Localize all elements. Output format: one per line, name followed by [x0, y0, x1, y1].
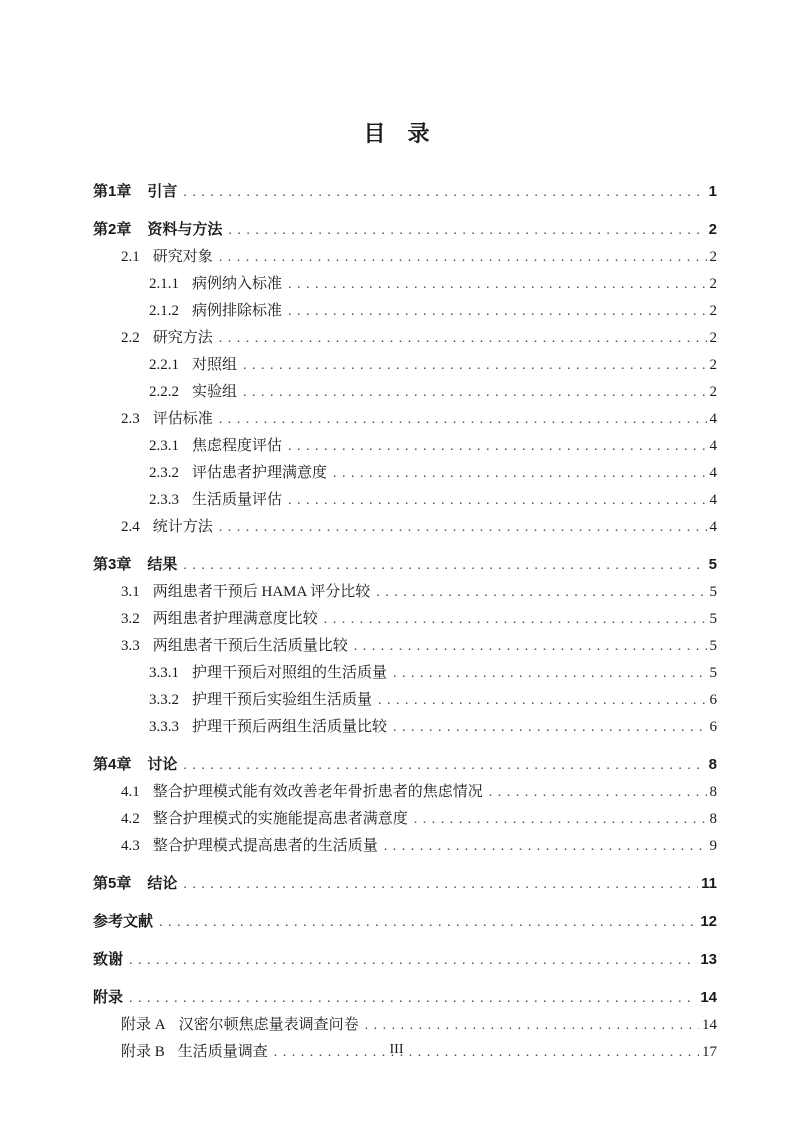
toc-entry-title: 结论 [147, 875, 178, 892]
toc-entry[interactable] [93, 551, 717, 579]
toc-entry-title: 讨论 [147, 756, 178, 773]
toc-entry[interactable] [93, 244, 717, 271]
toc-entry-page: 4 [709, 465, 717, 481]
toc-entry-title: 引言 [147, 183, 178, 200]
toc-entry-title: 研究对象 [152, 249, 213, 265]
toc-entry[interactable] [93, 984, 717, 1012]
toc-entry-title: 对照组 [192, 357, 238, 373]
toc-entry-number: 2.3 [121, 411, 140, 427]
dot-leader [393, 714, 706, 741]
toc-entry-number: 2.2.1 [149, 357, 179, 373]
dot-leader [219, 244, 707, 271]
toc-entry-number: 3.3 [121, 638, 140, 654]
toc-entry-title: 病例纳入标准 [192, 276, 283, 292]
dot-leader [288, 298, 706, 325]
toc-entry-number: 2.2.2 [149, 384, 179, 400]
toc-entry-title: 整合护理模式提高患者的生活质量 [152, 838, 378, 854]
toc-entry-page: 9 [709, 838, 717, 854]
toc-entry[interactable] [93, 946, 717, 974]
toc-entry-number: 附录 A [121, 1017, 166, 1033]
toc-entry-page: 8 [709, 811, 717, 827]
toc-entry[interactable] [93, 833, 717, 860]
toc-entry-title: 统计方法 [152, 519, 213, 535]
dot-leader [219, 325, 707, 352]
toc-entry-page: 5 [709, 584, 717, 600]
toc-entry-number: 4.2 [121, 811, 140, 827]
dot-leader [243, 352, 706, 379]
toc-entry[interactable] [93, 298, 717, 325]
toc-entry-number: 2.4 [121, 519, 140, 535]
toc-entry-page: 8 [709, 784, 717, 800]
dot-leader [333, 460, 706, 487]
dot-leader [354, 633, 707, 660]
dot-leader [288, 487, 706, 514]
toc-entry[interactable] [93, 606, 717, 633]
dot-leader [324, 606, 707, 633]
toc-entry[interactable] [93, 487, 717, 514]
toc-entry[interactable] [93, 271, 717, 298]
toc-entry-page: 2 [709, 330, 717, 346]
toc-entry-page: 2 [708, 221, 717, 238]
toc-entry-title: 参考文献 [93, 913, 154, 930]
toc-entry-page: 5 [708, 556, 717, 573]
toc-entry-title: 研究方法 [152, 330, 213, 346]
toc-entry[interactable] [93, 325, 717, 352]
dot-leader [365, 1012, 699, 1039]
toc-entry-number: 3.3.1 [149, 665, 179, 681]
toc-entry[interactable] [93, 514, 717, 541]
toc-entry-title: 评估标准 [152, 411, 213, 427]
dot-leader [376, 579, 706, 606]
toc-entry-page: 4 [709, 492, 717, 508]
page-number-footer: III [389, 1042, 404, 1057]
dot-leader [129, 985, 697, 1012]
toc-entry-number: 2.1.2 [149, 303, 179, 319]
toc-entry-page: 1 [708, 183, 717, 200]
toc-entry-title: 护理干预后两组生活质量比较 [192, 719, 388, 735]
dot-leader [183, 871, 698, 898]
toc-entry[interactable] [93, 460, 717, 487]
toc-entry[interactable] [93, 687, 717, 714]
toc-entry[interactable] [93, 714, 717, 741]
dot-leader [384, 833, 707, 860]
dot-leader [489, 779, 707, 806]
dot-leader [393, 660, 706, 687]
toc-entry[interactable] [93, 751, 717, 779]
toc-entry-title: 结果 [147, 556, 178, 573]
toc-entry-title: 焦虑程度评估 [192, 438, 283, 454]
toc-entry-page: 4 [709, 519, 717, 535]
toc-entry-number: 2.2 [121, 330, 140, 346]
toc-entry[interactable] [93, 216, 717, 244]
toc-entry-title: 生活质量评估 [192, 492, 283, 508]
dot-leader [414, 806, 707, 833]
toc-entry-page: 2 [709, 249, 717, 265]
toc-entry-page: 4 [709, 438, 717, 454]
toc-entry-page: 17 [702, 1044, 717, 1060]
toc-entry-number: 3.3.3 [149, 719, 179, 735]
toc-entry-page: 14 [702, 1017, 717, 1033]
toc-entry-number: 第2章 [93, 221, 132, 238]
toc-entry-page: 2 [709, 276, 717, 292]
toc-entry-title: 整合护理模式能有效改善老年骨折患者的焦虑情况 [152, 784, 483, 800]
toc-entry-title: 两组患者护理满意度比较 [152, 611, 318, 627]
toc-entry-number: 4.3 [121, 838, 140, 854]
toc-entry-page: 5 [709, 665, 717, 681]
toc-entry[interactable] [93, 579, 717, 606]
toc-entry[interactable] [93, 379, 717, 406]
toc-entry-title: 病例排除标准 [192, 303, 283, 319]
toc-entry-page: 5 [709, 611, 717, 627]
dot-leader [159, 909, 697, 936]
toc-entry-title: 护理干预后实验组生活质量 [192, 692, 373, 708]
toc-entry-number: 第5章 [93, 875, 132, 892]
dot-leader [228, 217, 705, 244]
toc-entry-title: 两组患者干预后生活质量比较 [152, 638, 348, 654]
toc-list [93, 178, 717, 1066]
toc-entry-page: 5 [709, 638, 717, 654]
toc-entry-number: 2.1.1 [149, 276, 179, 292]
toc-entry-page: 6 [709, 719, 717, 735]
dot-leader [288, 271, 706, 298]
toc-entry-title: 护理干预后对照组的生活质量 [192, 665, 388, 681]
toc-entry-number: 附录 B [121, 1044, 165, 1060]
toc-entry-number: 2.1 [121, 249, 140, 265]
dot-leader [378, 687, 706, 714]
toc-entry[interactable] [93, 352, 717, 379]
toc-entry[interactable] [93, 633, 717, 660]
toc-entry-number: 3.1 [121, 584, 140, 600]
toc-entry[interactable] [93, 433, 717, 460]
toc-entry[interactable] [93, 779, 717, 806]
toc-entry[interactable] [93, 870, 717, 898]
toc-entry-title: 致谢 [93, 951, 124, 968]
toc-entry-title: 资料与方法 [147, 221, 223, 238]
dot-leader [183, 552, 705, 579]
toc-entry-page: 12 [700, 913, 717, 930]
dot-leader [183, 179, 705, 206]
toc-entry-page: 8 [708, 756, 717, 773]
toc-entry-title: 实验组 [192, 384, 238, 400]
dot-leader [219, 514, 707, 541]
toc-entry-number: 2.3.3 [149, 492, 179, 508]
toc-entry-number: 第3章 [93, 556, 132, 573]
toc-entry-page: 2 [709, 357, 717, 373]
toc-entry-title: 评估患者护理满意度 [192, 465, 328, 481]
toc-entry[interactable] [93, 406, 717, 433]
toc-entry[interactable] [93, 806, 717, 833]
toc-entry-page: 13 [700, 951, 717, 968]
toc-entry-page: 2 [709, 384, 717, 400]
dot-leader [219, 406, 707, 433]
toc-entry-number: 3.3.2 [149, 692, 179, 708]
toc-entry-title: 两组患者干预后 HAMA 评分比较 [152, 584, 371, 600]
dot-leader [288, 433, 706, 460]
toc-entry-title: 生活质量调查 [177, 1044, 268, 1060]
toc-entry-page: 4 [709, 411, 717, 427]
toc-entry-number: 2.3.1 [149, 438, 179, 454]
page-title: 目 录 [363, 121, 430, 146]
toc-entry[interactable] [93, 660, 717, 687]
dot-leader [243, 379, 706, 406]
toc-entry-number: 第4章 [93, 756, 132, 773]
toc-entry-title: 整合护理模式的实施能提高患者满意度 [152, 811, 408, 827]
toc-entry-title: 汉密尔顿焦虑量表调查问卷 [178, 1017, 359, 1033]
toc-entry[interactable] [93, 908, 717, 936]
toc-entry-title: 附录 [93, 989, 124, 1006]
toc-entry-page: 11 [701, 875, 717, 892]
dot-leader [129, 947, 697, 974]
dot-leader [183, 752, 705, 779]
toc-entry-number: 3.2 [121, 611, 140, 627]
toc-entry-page: 6 [709, 692, 717, 708]
toc-entry-number: 第1章 [93, 183, 132, 200]
toc-entry-page: 14 [700, 989, 717, 1006]
toc-entry-page: 2 [709, 303, 717, 319]
toc-entry[interactable] [93, 1012, 717, 1039]
toc-entry[interactable] [93, 178, 717, 206]
toc-entry-number: 4.1 [121, 784, 140, 800]
toc-entry-number: 2.3.2 [149, 465, 179, 481]
